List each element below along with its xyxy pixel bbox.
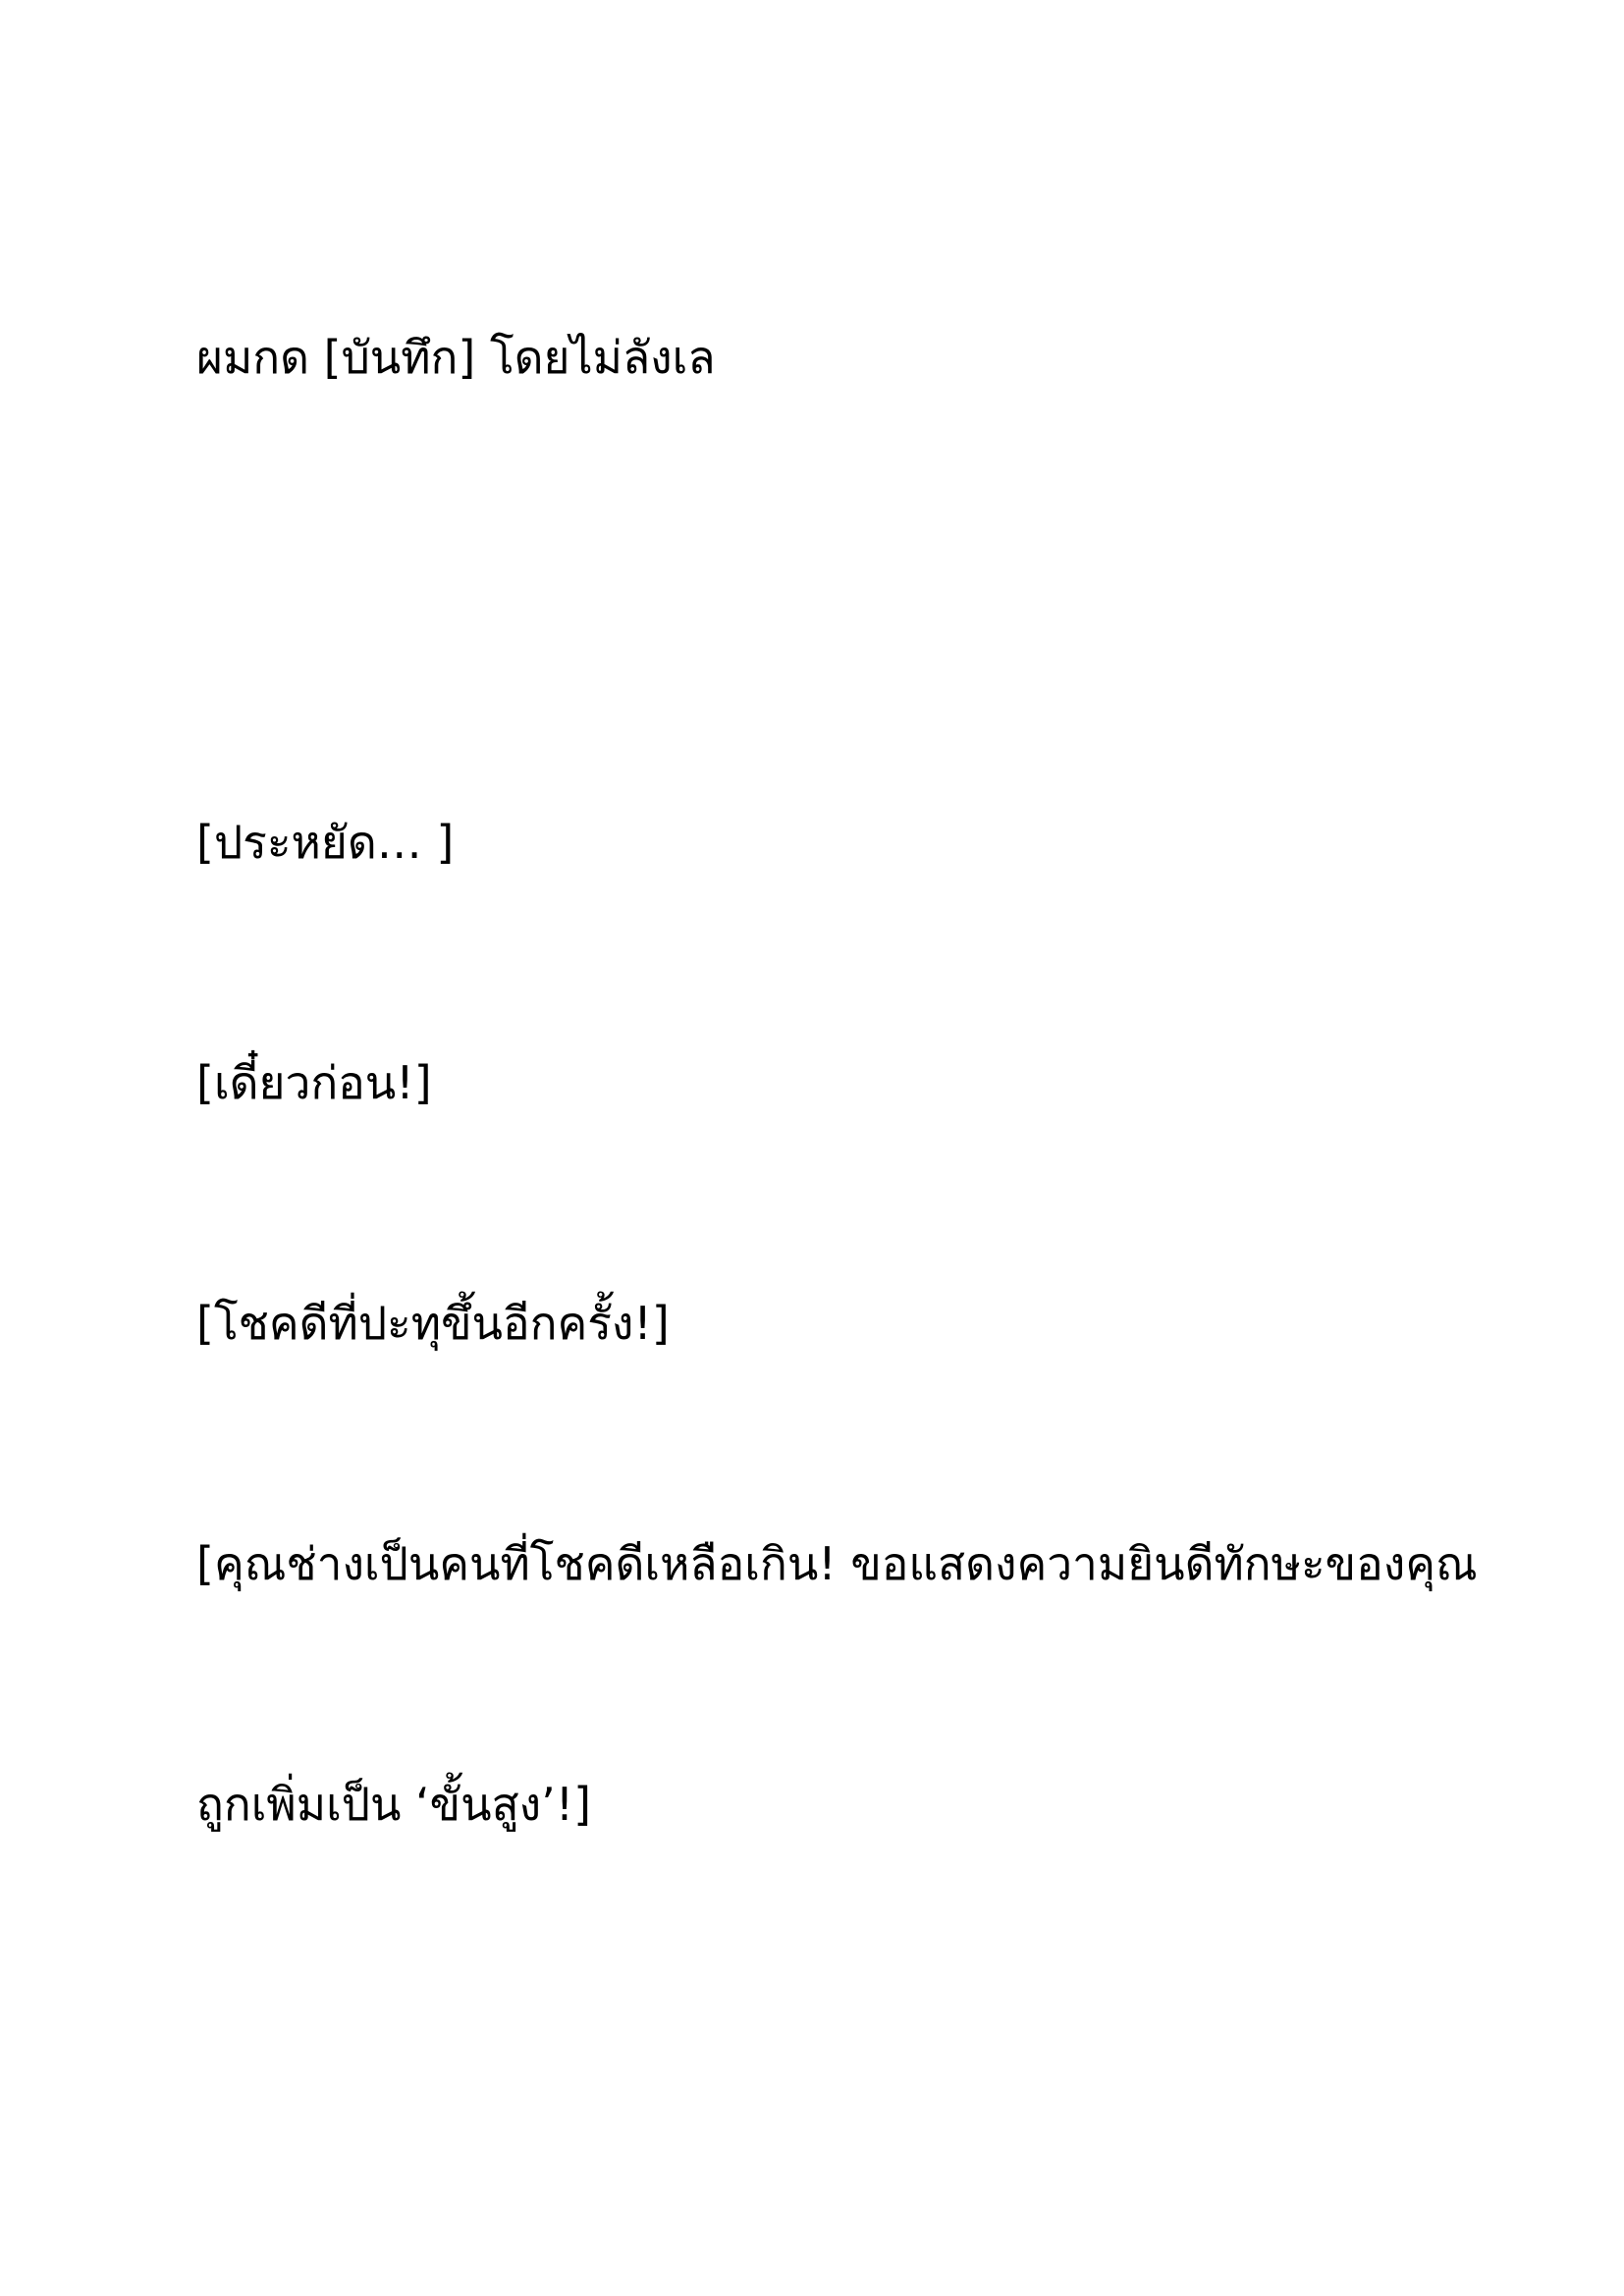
system-message-line: [ประหยัด… ] xyxy=(196,816,455,869)
system-message-line: [โชคดีที่ปะทุขึ้นอีกครั้ง!] xyxy=(196,1297,670,1350)
system-message-line: [เดี๋ยวก่อน!] xyxy=(196,1056,432,1109)
system-message-line: [คุณช่างเป็นคนที่โชคดีเหลือเกิน! ขอแสดงความยินดีทักษะของคุณ xyxy=(196,1537,1478,1590)
system-message-line: ถูกเพิ่มเป็น ‘ขั้นสูง’!] xyxy=(196,1778,592,1831)
narration-line: ผมกด [บันทึก] โดยไม่ลังเล xyxy=(196,331,716,384)
